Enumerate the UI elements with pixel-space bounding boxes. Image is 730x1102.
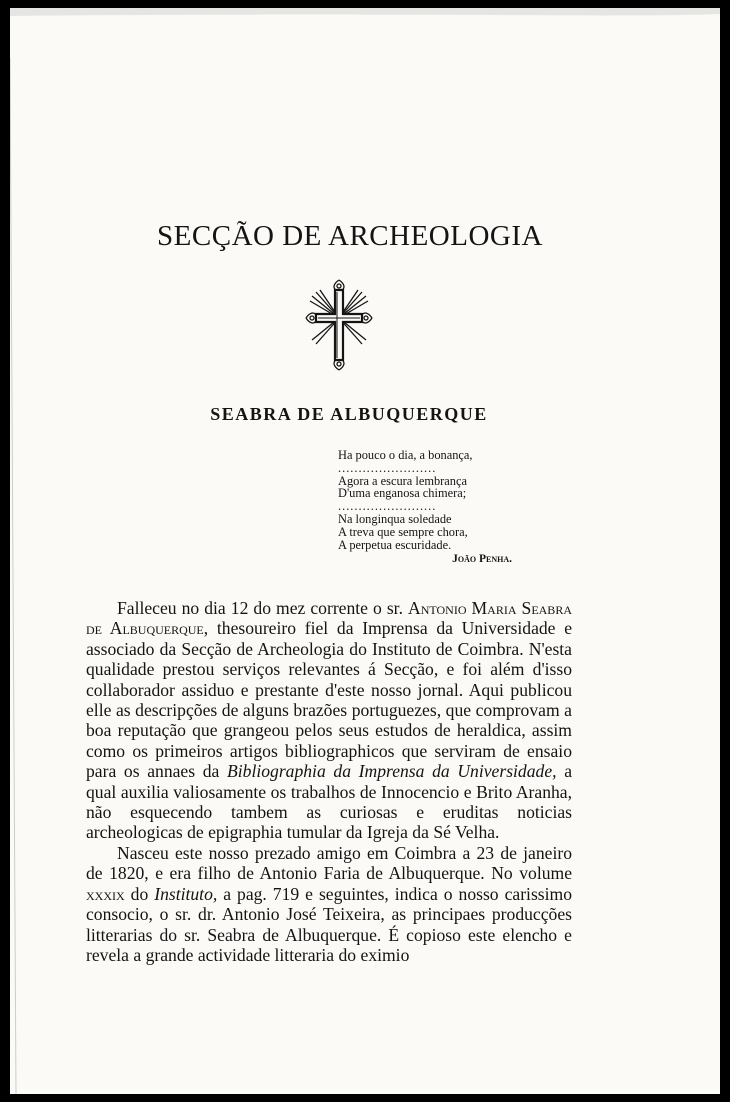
article-body: [86, 598, 572, 965]
epigraph-line: A perpetua escuridade.: [338, 537, 452, 552]
epigraph-ellipsis: ........................: [338, 460, 437, 475]
article-heading: SEABRA DE ALBUQUERQUE: [210, 404, 488, 424]
person-name: Antonio Maria Seabra de Albuquerque: [86, 598, 572, 639]
document-page: [10, 8, 720, 1094]
volume-number: xxxix: [86, 883, 125, 904]
epigraph-line: A treva que sempre chora,: [338, 524, 468, 539]
text-run: Falleceu no dia 12 do mez corrente o sr.: [117, 598, 409, 618]
text-run: do: [124, 883, 155, 904]
epigraph-line: Agora a escura lembrança: [338, 473, 467, 488]
section-title: SECÇÃO DE ARCHEOLOGIA: [157, 220, 543, 252]
epigraph-author: João Penha.: [452, 553, 512, 566]
epigraph-ellipsis: ........................: [338, 499, 437, 514]
epigraph-line: D'uma enganosa chimera;: [338, 486, 467, 501]
cross-ornament-icon: [304, 278, 374, 374]
text-run: Nasceu este nosso prezado amigo em Coimbra a 23 de janeiro de 1820, e era filho de Antonio Faria de Albuquerque. No volume: [86, 842, 572, 884]
paragraph: [86, 843, 572, 965]
epigraph-line: Ha pouco o dia, a bonança,: [338, 448, 473, 462]
text-run: a pag. 719 e seguintes, indica o nosso carissimo consocio, o sr. dr. Antonio José Teixeira, as principaes producções litterarias do sr. Seabra de Albuquerque. É copioso este elencho e revela a grande actividade litteraria do eximio: [86, 883, 573, 965]
paragraph: [86, 598, 572, 843]
text-run: a qual auxilia valiosamente os trabalhos de Innocencio e Brito Aranha, não esquecendo tambem as curiosas e eruditas noticias archeologicas de epigraphia tumular da Igreja da Sé Velha.: [86, 761, 573, 843]
text-run: , thesoureiro fiel da Imprensa da Universidade e associado da Secção de Archeologia do Instituto de Coimbra. N'esta qualidade prestou serviços relevantes á Secção, e foi além d'isso collaborador assiduo e prestante d'este nosso jornal. Aqui publicou elle as descripções de alguns brazões portuguezes, que comprovam a boa reputação que grangeou pelos seus estudos de heraldica, assim como os primeiros artigos bibliographicos que serviram de ensaio para os annaes da: [86, 618, 573, 782]
epigraph: [338, 449, 518, 566]
italic-title: Bibliographia da Imprensa da Universidade,: [227, 761, 557, 782]
italic-title: Instituto,: [154, 883, 218, 904]
epigraph-line: Na longinqua soledade: [338, 511, 452, 526]
